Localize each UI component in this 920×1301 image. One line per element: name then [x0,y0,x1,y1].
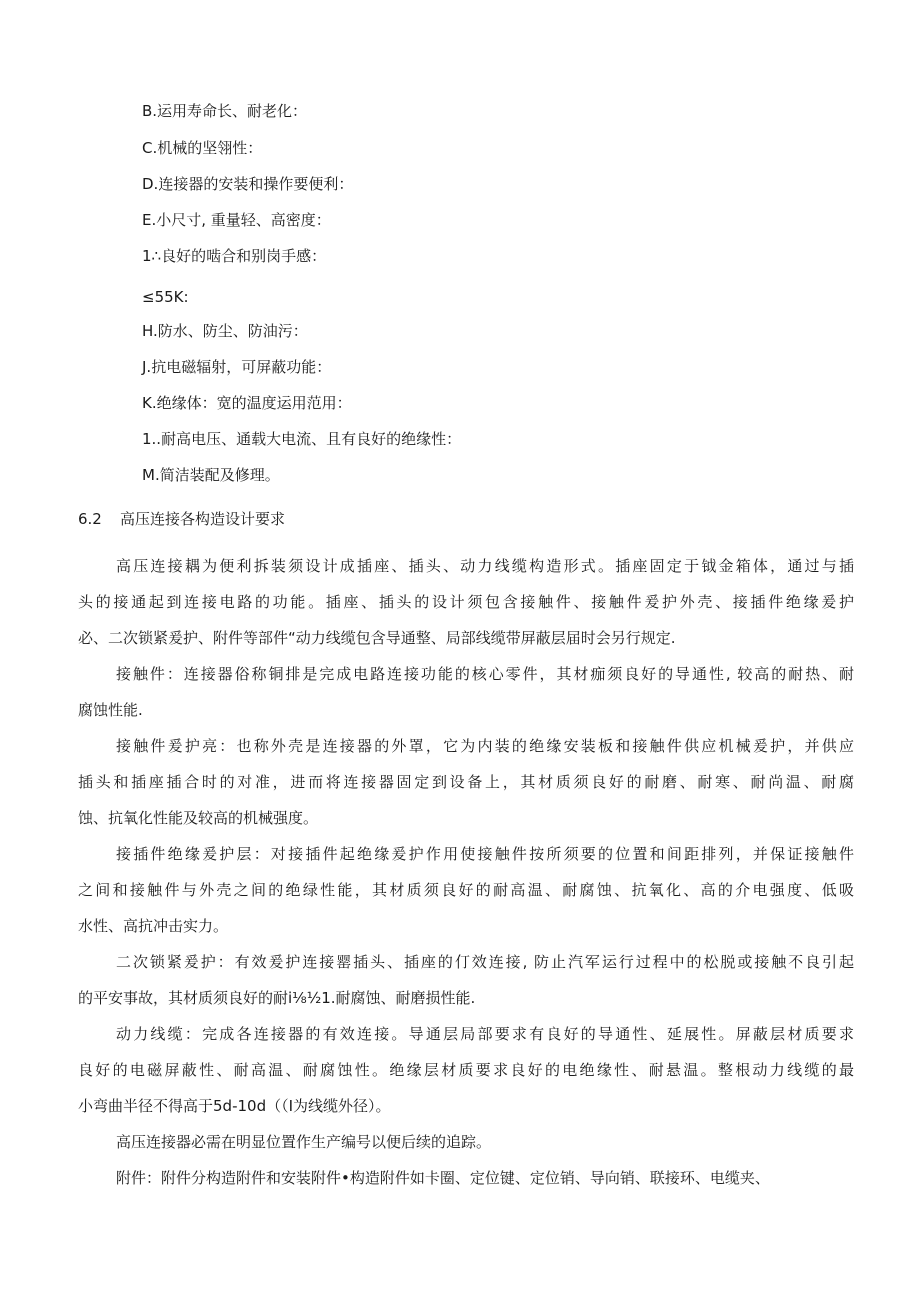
paragraph-line: 之间和接触件与外壳之间的绝绿性能，其材质须良好的耐高温、耐腐蚀、抗氧化、高的介电强度、低吸 [78,881,854,899]
paragraph-accessories [78,1160,854,1196]
paragraph-secondary-lock [78,944,854,1016]
paragraph-line: 高压连接耦为便利拆装须设计成插座、插头、动力线缆构造形式。插座固定于钺金箱体，通过与插 [116,557,854,575]
section-heading [78,509,285,529]
list-item-g: ≤55K: [142,288,189,306]
paragraph-power-cable [78,1016,854,1124]
list-item-c: C.机械的坚翎性： [142,139,263,157]
list-item-e: E.小尺寸, 重量轻、高密度： [142,211,331,229]
list-item-m: M.简洁装配及修理。 [142,466,280,484]
paragraph-line: 的平安事故，其材质须良好的耐i⅛½1.耐腐蚀、耐磨损性能. [78,989,476,1007]
paragraph-contact [78,656,854,728]
list-item-j: J.抗电磁辐射，可屏蔽功能： [142,358,332,376]
paragraph-line: 高压连接器必需在明显位置作生产编号以便后续的追踪。 [116,1133,492,1151]
section-title: 高压连接各构造设计要求 [120,510,286,528]
list-item-h: H.防水、防尘、防油污： [142,322,308,340]
paragraph-contact-housing [78,728,854,836]
paragraph-line: 头的接通起到连接电路的功能。插座、插头的设计须包含接触件、接触件爰护外壳、接插件绝缘爰护 [78,593,854,611]
paragraph-line: 接触件爰护亮：也称外壳是连接器的外罩，它为内装的绝缘安装板和接触件供应机械爰护，并供应 [116,737,854,755]
paragraph-line: 接插件绝缘爰护层：对接插件起绝缘爰护作用使接触件按所须要的位置和间距排列，并保证接触件 [116,845,854,863]
list-item-b: B.运用寿命长、耐老化： [142,102,308,120]
list-item-f: 1∴良好的啮合和别岗手感： [142,247,327,265]
paragraph-insulation [78,836,854,944]
paragraph-line: 二次锁紧爰护：有效爰护连接罂插头、插座的仃效连接, 防止汽军运行过程中的松脱或接触不良引起 [116,953,854,971]
paragraph-structure [78,548,854,656]
paragraph-line: 必、二次锁紧爰护、附件等部件“动力线缆包含导通整、局部线缆带屏蔽层届时会另行规定. [78,629,676,647]
paragraph-line: 接触件：连接器俗称铜排是完成电路连接功能的核心零件，其材痂须良好的导通性, 较高的耐热、耐 [116,665,854,683]
paragraph-line: 腐蚀性能. [78,701,143,719]
paragraph-line: 附件：附件分构造附件和安装附件•构造附件如卡圈、定位键、定位销、导向销、联接环、电缆夹、 [116,1169,770,1187]
paragraph-line: 小弯曲半径不得高于5d-10d（（I为线缆外径）。 [78,1097,391,1115]
section-number: 6.2 [78,510,102,528]
paragraph-line: 水性、高抗冲击实力。 [78,917,229,935]
paragraph-line: 蚀、抗氧化性能及较高的机械强度。 [78,809,319,827]
paragraph-line: 动力线缆：完成各连接器的有效连接。导通层局部要求有良好的导通性、延展性。屏蔽层材质要求 [116,1025,854,1043]
paragraph-line: 良好的电磁屏蔽性、耐高温、耐腐蚀性。绝缘层材质要求良好的电绝缘性、耐悬温。整根动力线缆的最 [78,1061,854,1079]
paragraph-serial-number [78,1124,854,1160]
paragraph-line: 插头和插座插合时的对准，进而将连接器固定到设备上，其材质须良好的耐磨、耐寒、耐尚温、耐腐 [78,773,854,791]
list-item-k: K.绝缘体：宽的温度运用范用： [142,394,352,412]
list-item-l: 1..耐高电压、通载大电流、且有良好的绝缘性： [142,430,462,448]
list-item-d: D.连接器的安装和操作要便利： [142,175,354,193]
